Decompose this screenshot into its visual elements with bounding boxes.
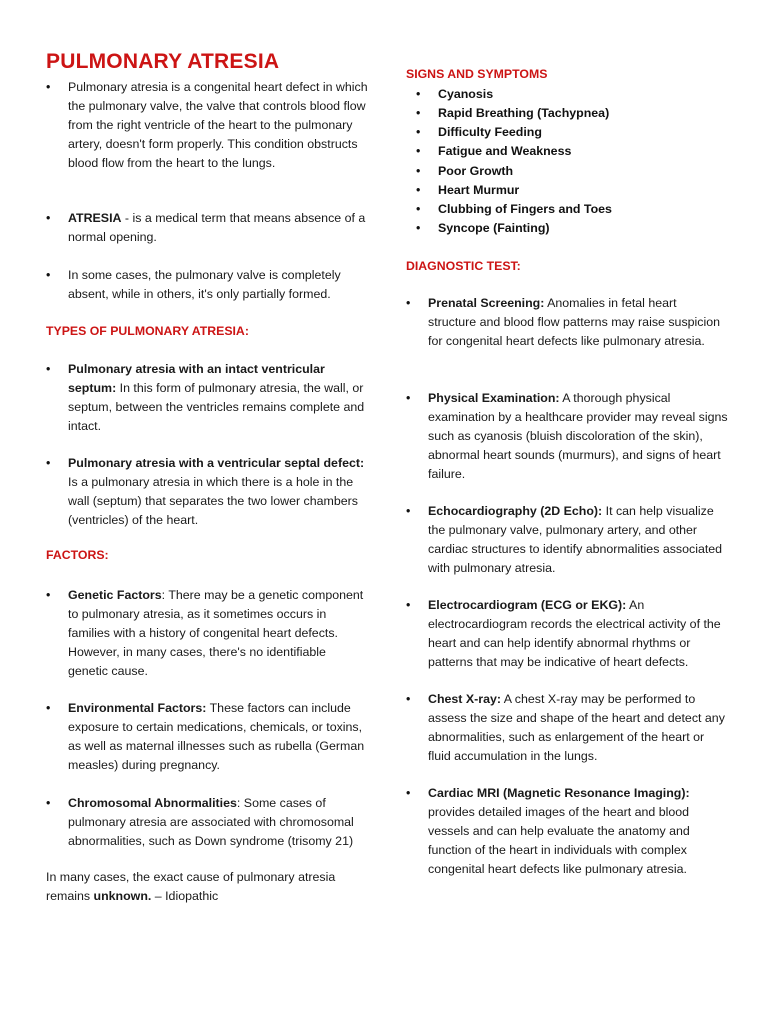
factors-item: • Genetic Factors: There may be a genetic component to pulmonary atresia, as it sometimes occurs in families with a history of congenital heart defects. However, in many cases, there's no identifiable genetic cause. (46, 588, 364, 678)
bullet-icon: • (416, 221, 421, 235)
diagnostic-item: • Physical Examination: A thorough physical examination by a healthcare provider may reveal signs such as cyanosis (bluish discoloration of the skin), abnormal heart sounds (murmurs), and signs of heart failure. (406, 391, 728, 481)
diagnostic-item: • Cardiac MRI (Magnetic Resonance Imaging): provides detailed images of the heart and blood vessels and can help evaluate the anatomy and function of the heart in individuals with complex congenital heart defects like pulmonary atresia. (406, 786, 690, 876)
factors-item: • Chromosomal Abnormalities: Some cases of pulmonary atresia are associated with chromosomal abnormalities, such as Down syndrome (trisomy 21) (46, 796, 354, 848)
symptom-item: • Cyanosis (416, 85, 493, 104)
intro-definition: • Pulmonary atresia is a congenital heart defect in which the pulmonary valve, the valve that controls blood flow from the right ventricle of the heart to the pulmonary artery, doesn't form properly. This condition obstructs blood flow from the heart to the lungs. (46, 80, 368, 170)
atresia-term: ATRESIA (68, 211, 122, 225)
types-item: • Pulmonary atresia with an intact ventricular septum: In this form of pulmonary atresia, the wall, or septum, between the ventricles remains complete and intact. (46, 362, 365, 433)
diagnostic-heading: DIAGNOSTIC TEST: (406, 259, 521, 273)
diagnostic-item: • Chest X-ray: A chest X-ray may be performed to assess the size and shape of the heart and detect any abnormalities, such as enlargement of the heart or fluid accumulation in the lungs. (406, 692, 725, 763)
types-heading: TYPES OF PULMONARY ATRESIA: (46, 324, 249, 338)
types-item: • Pulmonary atresia with a ventricular septal defect: Is a pulmonary atresia in which there is a hole in the wall (septum) that separates the two lower chambers (ventricles) of the heart. (46, 456, 365, 527)
bullet-icon: • (46, 268, 51, 282)
symptom-item: • Syncope (Fainting) (416, 219, 550, 238)
diagnostic-item: • Prenatal Screening: Anomalies in fetal heart structure and blood flow patterns may raise suspicion for congenital heart defects like pulmonary atresia. (406, 296, 721, 348)
factors-heading: FACTORS: (46, 548, 109, 562)
bullet-icon: • (416, 144, 421, 158)
bullet-icon: • (406, 692, 411, 706)
symptom-item: • Clubbing of Fingers and Toes (416, 200, 612, 219)
symptom-item: • Difficulty Feeding (416, 123, 542, 142)
signs-heading: SIGNS AND SYMPTOMS (406, 67, 548, 81)
bullet-icon: • (46, 588, 51, 602)
factors-item: • Environmental Factors: These factors can include exposure to certain medications, chemicals, or toxins, as well as maternal illnesses such as rubella (German measles) during pregnancy. (46, 701, 365, 772)
bullet-icon: • (46, 701, 51, 715)
bullet-icon: • (416, 183, 421, 197)
symptom-item: • Rapid Breathing (Tachypnea) (416, 104, 609, 123)
bullet-icon: • (416, 125, 421, 139)
bullet-icon: • (406, 598, 411, 612)
diagnostic-item: • Electrocardiogram (ECG or EKG): An electrocardiogram records the electrical activity of the heart and can help identify abnormal rhythms or patterns that may be indicative of heart defects. (406, 598, 721, 669)
page-title: PULMONARY ATRESIA (46, 50, 280, 73)
bullet-icon: • (416, 106, 421, 120)
bullet-icon: • (406, 504, 411, 518)
intro-partial: • In some cases, the pulmonary valve is completely absent, while in others, it's only partially formed. (46, 268, 341, 301)
symptom-item: • Fatigue and Weakness (416, 142, 571, 161)
bullet-icon: • (46, 796, 51, 810)
bullet-icon: • (416, 164, 421, 178)
bullet-icon: • (406, 296, 411, 310)
bullet-icon: • (46, 211, 51, 225)
bullet-icon: • (46, 456, 51, 470)
factors-conclusion: In many cases, the exact cause of pulmonary atresia remains unknown. – Idiopathic (46, 870, 336, 903)
bullet-icon: • (406, 391, 411, 405)
bullet-icon: • (406, 786, 411, 800)
symptom-item: • Heart Murmur (416, 181, 519, 200)
intro-atresia: • ATRESIA - is a medical term that means absence of a normal opening. (46, 211, 366, 244)
symptom-item: • Poor Growth (416, 162, 513, 181)
diagnostic-item: • Echocardiography (2D Echo): It can help visualize the pulmonary valve, pulmonary artery, and other cardiac structures to identify abnormalities associated with pulmonary atresia. (406, 504, 723, 575)
bullet-icon: • (46, 80, 51, 94)
bullet-icon: • (416, 202, 421, 216)
bullet-icon: • (416, 87, 421, 101)
bullet-icon: • (46, 362, 51, 376)
